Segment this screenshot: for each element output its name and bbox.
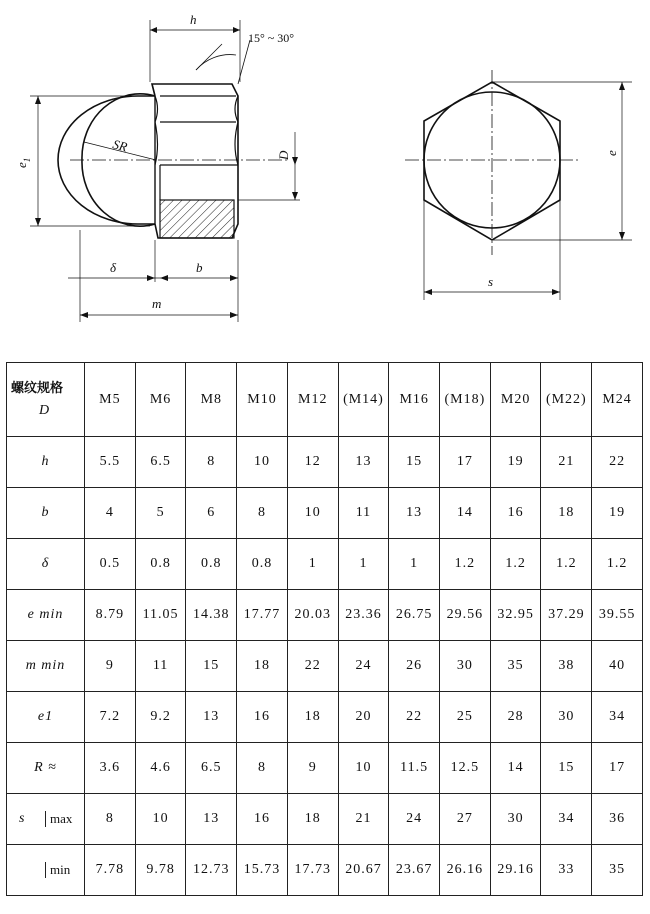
value-cell: 19: [592, 488, 643, 539]
value-cell: 8: [237, 488, 288, 539]
table-row: [7, 845, 643, 896]
row-label-cell: e min: [7, 590, 85, 641]
value-cell: 27: [440, 794, 491, 845]
value-cell: 1: [389, 539, 440, 590]
size-cell: M8: [186, 363, 237, 437]
value-cell: 9.78: [135, 845, 186, 896]
value-cell: 7.2: [85, 692, 136, 743]
value-cell: 22: [592, 437, 643, 488]
value-cell: 1.2: [541, 539, 592, 590]
value-cell: 8.79: [85, 590, 136, 641]
s-sub-label-cell: [7, 794, 85, 845]
value-cell: 17: [592, 743, 643, 794]
value-cell: 26.16: [440, 845, 491, 896]
size-cell: M6: [135, 363, 186, 437]
value-cell: 5.5: [85, 437, 136, 488]
value-cell: 11.05: [135, 590, 186, 641]
table-row: [7, 794, 643, 845]
value-cell: 32.95: [490, 590, 541, 641]
table-row: [7, 692, 643, 743]
value-cell: 17.77: [237, 590, 288, 641]
size-cell: M20: [490, 363, 541, 437]
value-cell: 17: [440, 437, 491, 488]
row-label-cell: h: [7, 437, 85, 488]
value-cell: 18: [287, 794, 338, 845]
value-cell: 12: [287, 437, 338, 488]
acorn-nut-drawing: [0, 0, 650, 350]
value-cell: 4: [85, 488, 136, 539]
value-cell: 3.6: [85, 743, 136, 794]
value-cell: 22: [389, 692, 440, 743]
size-cell: M16: [389, 363, 440, 437]
value-cell: 38: [541, 641, 592, 692]
value-cell: 1.2: [490, 539, 541, 590]
value-cell: 24: [389, 794, 440, 845]
size-cell: M24: [592, 363, 643, 437]
value-cell: 35: [592, 845, 643, 896]
value-cell: 6.5: [186, 743, 237, 794]
header-row: [7, 363, 643, 437]
dim-d-label: D: [276, 150, 291, 160]
value-cell: 26.75: [389, 590, 440, 641]
value-cell: 14: [440, 488, 491, 539]
dim-delta-label: δ: [110, 260, 117, 275]
value-cell: 21: [338, 794, 389, 845]
top-view: [405, 70, 632, 300]
value-cell: 20.67: [338, 845, 389, 896]
value-cell: 1: [287, 539, 338, 590]
s-sub-label: min: [45, 862, 84, 878]
value-cell: 16: [490, 488, 541, 539]
value-cell: 10: [135, 794, 186, 845]
row-label-cell: m min: [7, 641, 85, 692]
value-cell: 24: [338, 641, 389, 692]
value-cell: 18: [541, 488, 592, 539]
size-cell: M12: [287, 363, 338, 437]
value-cell: 0.8: [186, 539, 237, 590]
table-row: [7, 488, 643, 539]
value-cell: 1.2: [592, 539, 643, 590]
value-cell: 26: [389, 641, 440, 692]
dim-sr-label: SR: [111, 136, 129, 155]
row-label-cell: δ: [7, 539, 85, 590]
dim-e1-label: [14, 158, 32, 168]
value-cell: 30: [490, 794, 541, 845]
size-cell: (M22): [541, 363, 592, 437]
value-cell: 9: [287, 743, 338, 794]
size-cell: M5: [85, 363, 136, 437]
value-cell: 28: [490, 692, 541, 743]
value-cell: 18: [287, 692, 338, 743]
value-cell: 17.73: [287, 845, 338, 896]
value-cell: 8: [237, 743, 288, 794]
value-cell: 6.5: [135, 437, 186, 488]
thread-spec-symbol: D: [39, 402, 50, 418]
row-label-cell: b: [7, 488, 85, 539]
value-cell: 10: [237, 437, 288, 488]
header-label-cell: [7, 363, 85, 437]
size-cell: (M14): [338, 363, 389, 437]
value-cell: 13: [338, 437, 389, 488]
s-sub-label: max: [45, 811, 84, 827]
value-cell: 19: [490, 437, 541, 488]
value-cell: 29.16: [490, 845, 541, 896]
value-cell: 11.5: [389, 743, 440, 794]
dim-e-label: e: [604, 150, 619, 156]
value-cell: 16: [237, 794, 288, 845]
table-row: [7, 539, 643, 590]
value-cell: 40: [592, 641, 643, 692]
value-cell: 21: [541, 437, 592, 488]
dim-m-label: m: [152, 296, 162, 311]
value-cell: 18: [237, 641, 288, 692]
value-cell: 30: [440, 641, 491, 692]
thread-section: [160, 200, 234, 238]
table-row: [7, 590, 643, 641]
value-cell: 25: [440, 692, 491, 743]
value-cell: 13: [389, 488, 440, 539]
table-row: [7, 437, 643, 488]
value-cell: 13: [186, 794, 237, 845]
value-cell: 35: [490, 641, 541, 692]
value-cell: 23.67: [389, 845, 440, 896]
dim-angle-label: 15° ~ 30°: [248, 31, 295, 45]
value-cell: 15: [541, 743, 592, 794]
table-row: [7, 641, 643, 692]
row-label-cell: e1: [7, 692, 85, 743]
value-cell: 1.2: [440, 539, 491, 590]
svg-text:e1: $e_1$: [14, 157, 32, 168]
value-cell: 14.38: [186, 590, 237, 641]
value-cell: 20: [338, 692, 389, 743]
value-cell: 4.6: [135, 743, 186, 794]
value-cell: 7.78: [85, 845, 136, 896]
value-cell: 30: [541, 692, 592, 743]
value-cell: 9: [85, 641, 136, 692]
value-cell: 34: [592, 692, 643, 743]
table-row: [7, 743, 643, 794]
dim-h-label: h: [190, 12, 197, 27]
value-cell: 6: [186, 488, 237, 539]
side-view: [30, 20, 300, 322]
value-cell: 20.03: [287, 590, 338, 641]
value-cell: 11: [338, 488, 389, 539]
value-cell: 0.8: [237, 539, 288, 590]
value-cell: 37.29: [541, 590, 592, 641]
value-cell: 16: [237, 692, 288, 743]
value-cell: 33: [541, 845, 592, 896]
value-cell: 12.73: [186, 845, 237, 896]
value-cell: 1: [338, 539, 389, 590]
value-cell: 14: [490, 743, 541, 794]
value-cell: 15.73: [237, 845, 288, 896]
value-cell: 8: [186, 437, 237, 488]
value-cell: 39.55: [592, 590, 643, 641]
value-cell: 9.2: [135, 692, 186, 743]
value-cell: 12.5: [440, 743, 491, 794]
value-cell: 10: [287, 488, 338, 539]
value-cell: 10: [338, 743, 389, 794]
value-cell: 15: [186, 641, 237, 692]
value-cell: 29.56: [440, 590, 491, 641]
value-cell: 13: [186, 692, 237, 743]
s-group-label: s: [19, 811, 26, 826]
value-cell: 34: [541, 794, 592, 845]
value-cell: 0.5: [85, 539, 136, 590]
value-cell: 36: [592, 794, 643, 845]
spec-table: [6, 362, 643, 896]
value-cell: 0.8: [135, 539, 186, 590]
s-sub-label-cell: [7, 845, 85, 896]
value-cell: 22: [287, 641, 338, 692]
value-cell: 11: [135, 641, 186, 692]
value-cell: 8: [85, 794, 136, 845]
value-cell: 23.36: [338, 590, 389, 641]
size-cell: (M18): [440, 363, 491, 437]
value-cell: 15: [389, 437, 440, 488]
thread-spec-title: 螺纹规格: [11, 380, 64, 396]
size-cell: M10: [237, 363, 288, 437]
row-label-cell: R ≈: [7, 743, 85, 794]
dim-b-label: b: [196, 260, 203, 275]
value-cell: 5: [135, 488, 186, 539]
dim-s-label: s: [488, 274, 494, 289]
